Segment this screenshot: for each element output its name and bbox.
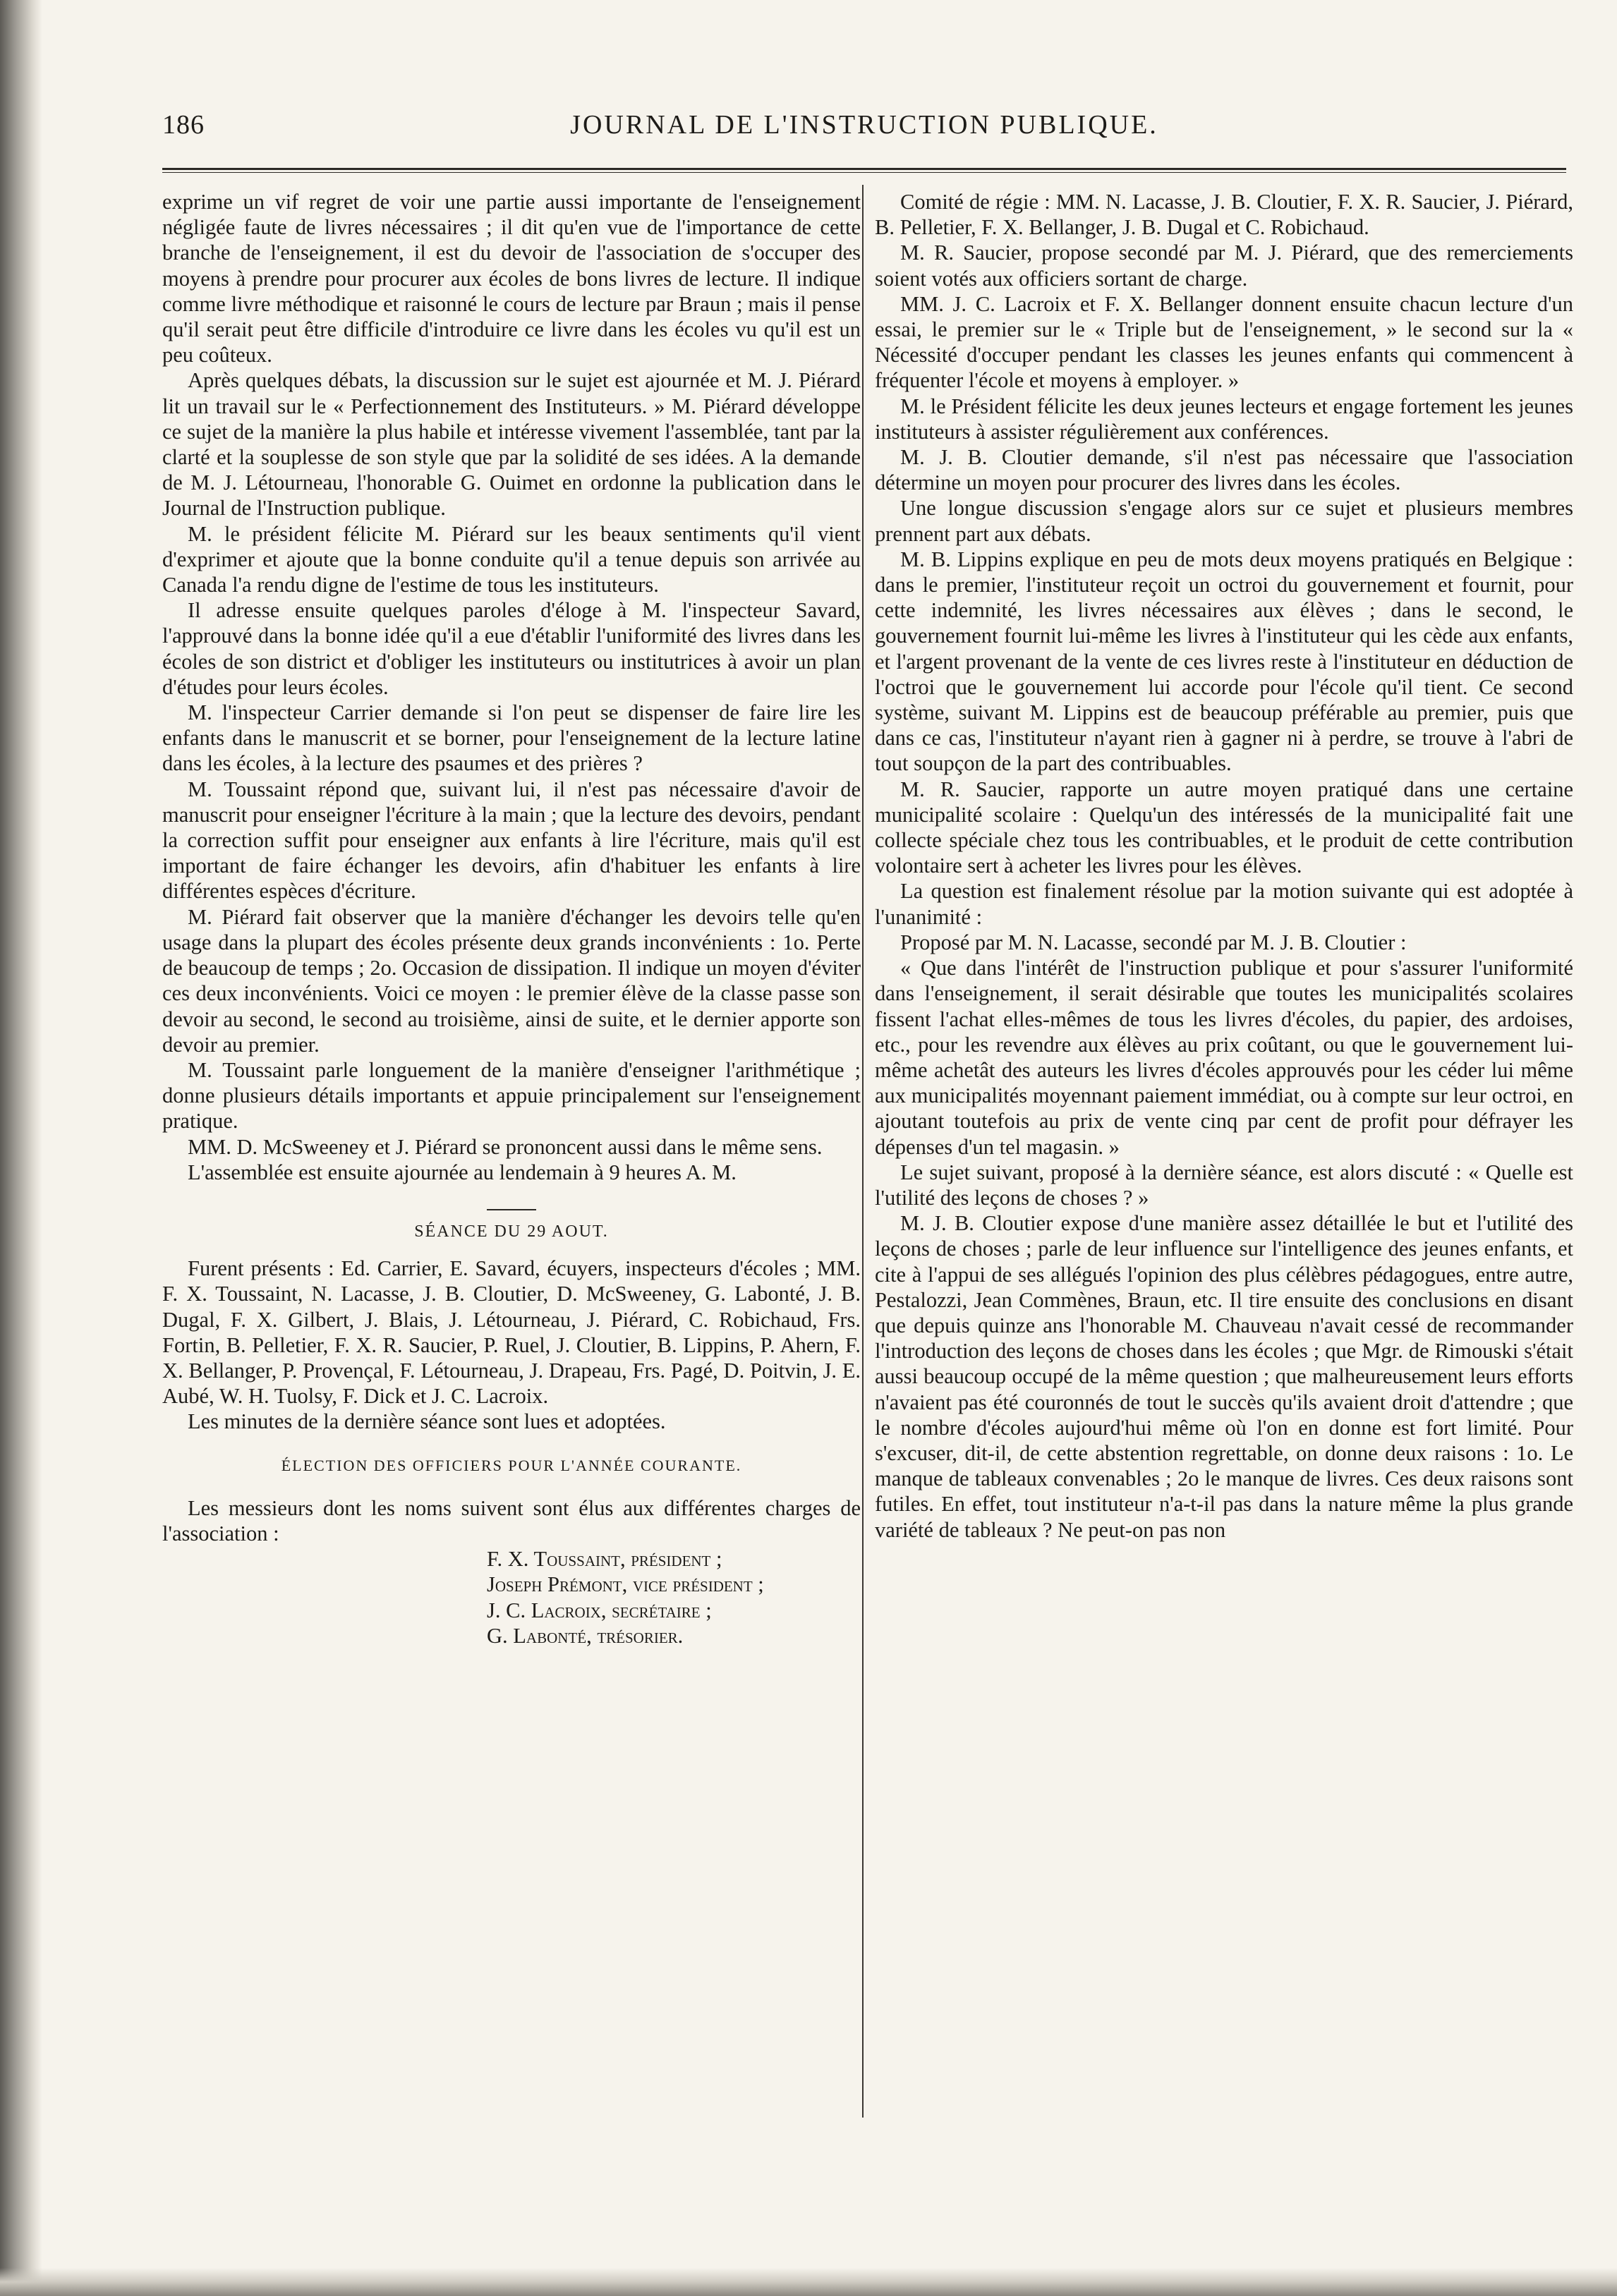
- election-heading: ÉLECTION DES OFFICIERS POUR L'ANNÉE COURANTE.: [281, 1456, 742, 1474]
- left-column: [162, 189, 861, 1648]
- paragraph: MM. J. C. Lacroix et F. X. Bellanger donnent ensuite chacun lecture d'un essai, le premier sur le « Triple but de l'enseignement, » le second sur la « Nécessité d'occuper pendant les classes les jeunes enfants qui commencent à fréquenter l'école et moyens à employer. »: [875, 291, 1573, 393]
- heading-dash: [487, 1209, 536, 1210]
- paragraph: M. le président félicite M. Piérard sur les beaux sentiments qu'il vient d'exprimer et ajoute que la bonne conduite qu'il a tenue depuis son arrivée au Canada l'a rendu digne de l'estime de tous les instituteurs.: [162, 521, 861, 597]
- paragraph: La question est finalement résolue par la motion suivante qui est adoptée à l'unanimité :: [875, 879, 1573, 929]
- running-title: JOURNAL DE L'INSTRUCTION PUBLIQUE.: [570, 110, 1158, 140]
- column-divider: [862, 185, 864, 2118]
- paragraph: Une longue discussion s'engage alors sur ce sujet et plusieurs membres prennent part aux débats.: [875, 496, 1573, 546]
- paragraph: MM. D. McSweeney et J. Piérard se prononcent aussi dans le même sens.: [188, 1134, 823, 1159]
- election-intro: Les messieurs dont les noms suivent sont élus aux différentes charges de l'association :: [162, 1495, 861, 1545]
- right-column: [875, 189, 1573, 1543]
- page-bottom-edge-shadow: [0, 2268, 1617, 2296]
- paragraph: L'assemblée est ensuite ajournée au lendemain à 9 heures A. M.: [188, 1160, 737, 1184]
- page-left-edge-shadow: [0, 0, 42, 2296]
- page-header: [162, 109, 1566, 152]
- officer-item: Joseph Prémont, vice président ;: [487, 1572, 764, 1597]
- paragraph: M. J. B. Cloutier demande, s'il n'est pas nécessaire que l'association détermine un moyen pour procurer des livres dans les écoles.: [875, 445, 1573, 495]
- present-paragraph: Furent présents : Ed. Carrier, E. Savard, écuyers, inspecteurs d'écoles ; MM. F. X. Toussaint, N. Lacasse, J. B. Cloutier, D. McSweeney, G. Labonté, J. B. Dugal, F. X. Gilbert, J. Blais, J. Létourneau, J. Piérard, C. Robichaud, Frs. Fortin, B. Pelletier, F. X. R. Saucier, P. Ruel, J. Cloutier, B. Lippins, P. Ahern, F. X. Bellanger, P. Provençal, F. Létourneau, J. Drapeau, Frs. Pagé, D. Poitvin, J. E. Aubé, W. H. Tuolsy, F. Dick et J. C. Lacroix.: [162, 1256, 861, 1409]
- officer-item: G. Labonté, trésorier.: [487, 1623, 684, 1648]
- officer-item: F. X. Toussaint, président ;: [487, 1547, 722, 1572]
- officer-item: J. C. Lacroix, secrétaire ;: [487, 1598, 712, 1622]
- paragraph: M. J. B. Cloutier expose d'une manière assez détaillée le but et l'utilité des leçons de choses ; parle de leur influence sur l'intelligence des jeunes enfants, et cite à l'appui de ses allégués l'opinion des plus célèbres pédagogues, entre autre, Pestalozzi, Jean Commènes, Braun, etc. Il tire ensuite des conclusions en disant que depuis quinze ans l'honorable M. Chauveau n'avait cessé de recommander l'introduction des leçons de choses dans les écoles ; que Mgr. de Rimouski s'était aussi beaucoup occupé de la même question ; que malheureusement leurs efforts n'avaient pas été couronnés de tout le succès qu'ils avaient droit d'attendre ; que le nombre d'écoles aujourd'hui même où l'on en donne est fort limité. Pour s'excuser, dit-il, de cette abstention regrettable, on donne deux raisons : 1o. Le manque de tableaux convenables ; 2o le manque de livres. Ces deux raisons sont futiles. En effet, tout instituteur n'a-t-il pas dans la nature même la plus grande variété de tableaux ? Ne peut-on pas non: [875, 1211, 1573, 1542]
- paragraph: M. R. Saucier, propose secondé par M. J. Piérard, que des remerciements soient votés aux officiers sortant de charge.: [875, 241, 1573, 291]
- page-number: 186: [162, 110, 205, 140]
- paragraph: M. le Président félicite les deux jeunes lecteurs et engage fortement les jeunes instituteurs à assister régulièrement aux conférences.: [875, 394, 1573, 444]
- paragraph: « Que dans l'intérêt de l'instruction publique et pour s'assurer l'uniformité dans l'enseignement, il serait désirable que toutes les municipalités scolaires fissent l'achat elles-mêmes de tous les livres d'écoles, du papier, des ardoises, etc., pour les revendre aux élèves au prix coûtant, ou que le gouvernement lui-même achetât des auteurs les livres d'écoles approuvés pour les céder lui même aux municipalités moyennant paiement immédiat, ou à compte sur leur octroi, en ajoutant toutefois au prix de vente cinq par cent de profit pour défrayer les dépenses d'un tel magasin. »: [875, 956, 1573, 1159]
- paragraph: exprime un vif regret de voir une partie aussi importante de l'enseignement négligée faute de livres nécessaires ; il dit qu'en vue de l'importance de cette branche de l'enseignement, il est du devoir de l'association de s'occuper des moyens à prendre pour procurer aux écoles de bons livres de lecture. Il indique comme livre méthodique et raisonné le cours de lecture par Braun ; mais il pense qu'il serait peut être difficile d'introduire ce livre dans les écoles vu qu'il est un peu coûteux.: [162, 190, 861, 368]
- paragraph: Il adresse ensuite quelques paroles d'éloge à M. l'inspecteur Savard, l'approuvé dans la bonne idée qu'il a eue d'établir l'uniformité des livres dans les écoles de son district et d'obliger les instituteurs ou institutrices à avoir un plan d'études pour leurs écoles.: [162, 598, 861, 699]
- paragraph: M. B. Lippins explique en peu de mots deux moyens pratiqués en Belgique : dans le premier, l'instituteur reçoit un octroi du gouvernement et fournit, pour cette indemnité, les livres nécessaires aux élèves ; dans le second, le gouvernement fournit lui-même les livres à l'instituteur qui les cède aux enfants, et l'argent provenant de la vente de ces livres reste à l'instituteur en déduction de l'octroi que le gouvernement lui accorde pour l'école qu'il tient. Ce second système, suivant M. Lippins est de beaucoup préférable au premier, puis que dans ce cas, l'instituteur n'ayant rien à gagner ni à perdre, se trouve à l'abri de tout soupçon de la part des contribuables.: [875, 547, 1573, 776]
- paragraph: M. R. Saucier, rapporte un autre moyen pratiqué dans une certaine municipalité scolaire : Quelqu'un des intéressés de la municipalité fait une collecte spéciale chez tous les contribuables, et le produit de cette contribution volontaire sert à acheter les livres pour les élèves.: [875, 777, 1573, 878]
- session-heading-text: SÉANCE DU 29 AOUT.: [414, 1222, 609, 1241]
- paragraph: Proposé par M. N. Lacasse, secondé par M. J. B. Cloutier :: [900, 930, 1407, 954]
- paragraph: Comité de régie : MM. N. Lacasse, J. B. Cloutier, F. X. R. Saucier, J. Piérard, B. Pelletier, F. X. Bellanger, J. B. Dugal et C. Robichaud.: [875, 190, 1573, 240]
- minutes-paragraph: Les minutes de la dernière séance sont lues et adoptées.: [188, 1409, 666, 1434]
- session-heading: [162, 1209, 861, 1244]
- paragraph: M. l'inspecteur Carrier demande si l'on peut se dispenser de faire lire les enfants dans le manuscrit et se borner, pour l'enseignement de la lecture latine dans les écoles, à la lecture des psaumes et des prières ?: [162, 700, 861, 776]
- paragraph: M. Piérard fait observer que la manière d'échanger les devoirs telle qu'en usage dans la plupart des écoles présente deux grands inconvénients : 1o. Perte de beaucoup de temps ; 2o. Occasion de dissipation. Il indique un moyen d'éviter ces deux inconvénients. Voici ce moyen : le premier élève de la classe passe son devoir au second, le second au troisième, ainsi de suite, et le dernier apporte son devoir au premier.: [162, 904, 861, 1057]
- paragraph: M. Toussaint répond que, suivant lui, il n'est pas nécessaire d'avoir de manuscrit pour enseigner l'écriture à la main ; que la lecture des devoirs, pendant la correction suffit pour enseigner aux enfants à lire l'écriture, mais qu'il est important de faire échanger les devoirs, afin d'habituer les enfants à lire différentes espèces d'écriture.: [162, 777, 861, 904]
- paragraph: M. Toussaint parle longuement de la manière d'enseigner l'arithmétique ; donne plusieurs détails importants et appuie principalement sur l'enseignement pratique.: [162, 1057, 861, 1134]
- paragraph: Après quelques débats, la discussion sur le sujet est ajournée et M. J. Piérard lit un travail sur le « Perfectionnement des Instituteurs. » M. Piérard développe ce sujet de la manière la plus habile et intéresse vivement l'assemblée, tant par la clarté et la souplesse de son style que par la solidité de ses idées. A la demande de M. J. Létourneau, l'honorable G. Ouimet en ordonne la publication dans le Journal de l'Instruction publique.: [162, 368, 861, 521]
- officers-list: [162, 1546, 861, 1648]
- header-rule: [162, 168, 1566, 173]
- paragraph: Le sujet suivant, proposé à la dernière séance, est alors discuté : « Quelle est l'utilité des leçons de choses ? »: [875, 1160, 1573, 1210]
